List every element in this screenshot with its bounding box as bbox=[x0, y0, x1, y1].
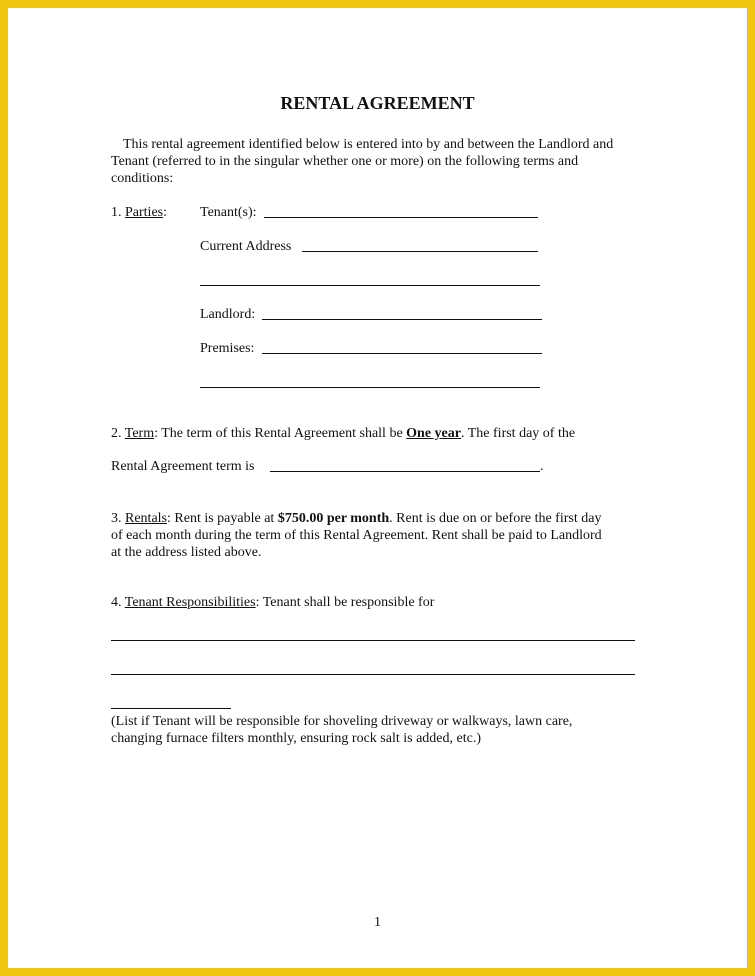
section-3-line-1 bbox=[111, 510, 601, 527]
section-3-text-b: . Rent is due on or before the first day bbox=[389, 511, 602, 526]
intro-line-1: This rental agreement identified below is entered into by and between the Landlord and bbox=[123, 137, 614, 152]
section-1-title: Parties bbox=[125, 205, 164, 220]
section-3-title: Rentals bbox=[125, 511, 167, 526]
current-address-blank-line-2[interactable] bbox=[200, 285, 540, 286]
section-4-line-1 bbox=[111, 594, 434, 611]
term-start-period: . bbox=[540, 459, 544, 474]
section-3-line-2: of each month during the term of this Rental Agreement. Rent shall be paid to Landlord bbox=[111, 528, 602, 543]
intro-line-2: Tenant (referred to in the singular whether one or more) on the following terms and bbox=[111, 154, 579, 169]
section-2-text-a: : The term of this Rental Agreement shall be bbox=[154, 426, 407, 441]
responsibilities-blank-line-1[interactable] bbox=[111, 640, 635, 641]
section-1-heading bbox=[111, 204, 167, 221]
section-1-number: 1. bbox=[111, 205, 122, 220]
section-4-text: : Tenant shall be responsible for bbox=[255, 595, 435, 610]
section-3-text-a: : Rent is payable at bbox=[167, 511, 278, 526]
current-address-label: Current Address bbox=[200, 239, 292, 254]
responsibilities-note-line-1: (List if Tenant will be responsible for shoveling driveway or walkways, lawn care, bbox=[111, 714, 573, 729]
premises-blank-line-2[interactable] bbox=[200, 387, 540, 388]
premises-blank-line[interactable] bbox=[262, 353, 542, 354]
tenant-blank-line[interactable] bbox=[264, 217, 538, 218]
term-value: One year bbox=[406, 426, 461, 441]
section-2-number: 2. bbox=[111, 426, 122, 441]
intro-line-3: conditions: bbox=[111, 171, 174, 186]
section-2-title: Term bbox=[124, 426, 155, 441]
section-2-line-1 bbox=[111, 425, 575, 442]
section-2-text-b: . The first day of the bbox=[461, 426, 576, 441]
current-address-blank-line[interactable] bbox=[302, 251, 538, 252]
premises-label: Premises: bbox=[200, 341, 255, 356]
term-start-blank-line[interactable] bbox=[270, 471, 540, 472]
term-start-label: Rental Agreement term is bbox=[111, 459, 255, 474]
section-4-title: Tenant Responsibilities bbox=[124, 595, 256, 610]
section-1-colon: : bbox=[163, 205, 167, 220]
rent-value: $750.00 per month bbox=[277, 511, 390, 526]
section-3-line-3: at the address listed above. bbox=[111, 545, 262, 560]
responsibilities-note-line-2: changing furnace filters monthly, ensuring rock salt is added, etc.) bbox=[111, 731, 481, 746]
section-3-number: 3. bbox=[111, 511, 122, 526]
responsibilities-blank-line-3[interactable] bbox=[111, 708, 231, 709]
landlord-label: Landlord: bbox=[200, 307, 256, 322]
responsibilities-blank-line-2[interactable] bbox=[111, 674, 635, 675]
tenant-label: Tenant(s): bbox=[200, 205, 257, 220]
landlord-blank-line[interactable] bbox=[262, 319, 542, 320]
document-title: RENTAL AGREEMENT bbox=[280, 93, 475, 113]
section-4-number: 4. bbox=[111, 595, 122, 610]
page-number: 1 bbox=[374, 915, 381, 930]
